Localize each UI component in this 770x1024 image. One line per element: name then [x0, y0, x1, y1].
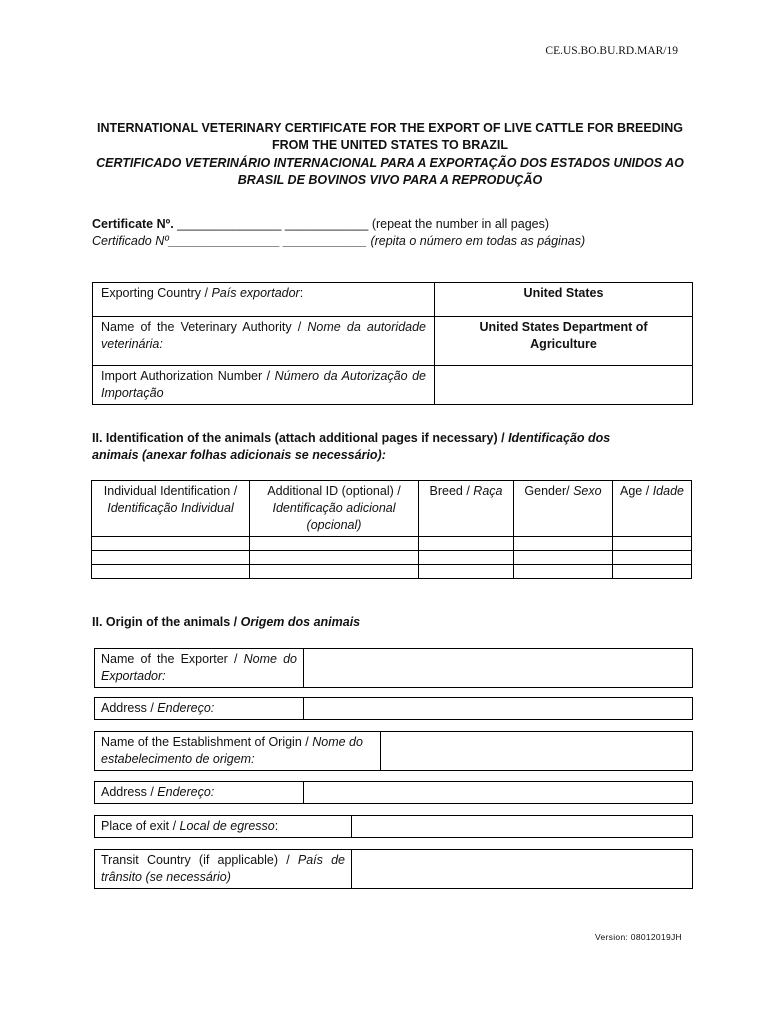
- cell-breed[interactable]: [419, 564, 514, 578]
- table-row: [92, 550, 692, 564]
- identification-heading: II. Identification of the animals (attach additional pages if necessary) / Identificação dos animais (anexar folhas adicionais se necessário):: [92, 431, 611, 463]
- cell-additional-id[interactable]: [250, 564, 419, 578]
- import-authorization-row: [93, 366, 693, 405]
- establishment-address-field[interactable]: [304, 782, 693, 804]
- certificate-number-pt: [92, 233, 585, 250]
- establishment-address-label: Address / Endereço:: [95, 782, 304, 804]
- title-english: INTERNATIONAL VETERINARY CERTIFICATE FOR THE EXPORT OF LIVE CATTLE FOR BREEDING FROM THE UNITED STATES TO BRAZIL: [97, 121, 683, 153]
- cell-individual-id[interactable]: [92, 536, 250, 550]
- exporter-name-box: [94, 648, 693, 688]
- cell-age[interactable]: [613, 536, 692, 550]
- origin-heading: II. Origin of the animals / Origem dos animais: [92, 615, 361, 629]
- cell-additional-id[interactable]: [250, 536, 419, 550]
- identification-header-row: [92, 481, 692, 537]
- import-authorization-value[interactable]: [435, 366, 693, 405]
- import-authorization-label: Import Authorization Number / Número da Autorização de Importação: [93, 366, 435, 405]
- veterinary-authority-row: [93, 317, 693, 366]
- certificado-numero-label: Certificado Nº: [92, 234, 169, 249]
- general-info-table: [92, 282, 693, 405]
- certificado-numero-blank[interactable]: ________________ ____________: [168, 234, 367, 249]
- cell-additional-id[interactable]: [250, 550, 419, 564]
- transit-country-field[interactable]: [352, 850, 693, 889]
- document-title: [90, 120, 690, 189]
- version-label: Version: 08012019JH: [595, 932, 682, 942]
- certificate-number-block: [92, 216, 585, 251]
- cell-gender[interactable]: [514, 564, 613, 578]
- transit-country-label: Transit Country (if applicable) / País de trânsito (se necessário): [95, 850, 352, 889]
- veterinary-authority-label: Name of the Veterinary Authority / Nome da autoridade veterinária:: [93, 317, 435, 366]
- cell-age[interactable]: [613, 550, 692, 564]
- exporting-country-row: [93, 283, 693, 317]
- cell-gender[interactable]: [514, 536, 613, 550]
- certificate-number-hint: (repeat the number in all pages): [371, 217, 550, 231]
- animal-identification-table: [91, 480, 692, 579]
- cell-age[interactable]: [613, 564, 692, 578]
- cell-individual-id[interactable]: [92, 564, 250, 578]
- place-of-exit-label: Place of exit / Local de egresso:: [95, 816, 352, 838]
- exporter-name-field[interactable]: [304, 649, 693, 688]
- place-of-exit-field[interactable]: [352, 816, 693, 838]
- place-of-exit-box: [94, 815, 693, 838]
- exporter-name-label: Name of the Exporter / Nome do Exportador:: [95, 649, 304, 688]
- certificate-number-en: [92, 216, 585, 233]
- certificado-numero-hint: (repita o número em todas as páginas): [370, 234, 586, 249]
- exporter-address-label: Address / Endereço:: [95, 698, 304, 720]
- title-portuguese: CERTIFICADO VETERINÁRIO INTERNACIONAL PARA A EXPORTAÇÃO DOS ESTADOS UNIDOS AO BRASIL DE BOVINOS VIVO PARA A REPRODUÇÃO: [96, 155, 684, 187]
- certificate-number-label: Certificate Nº.: [92, 217, 174, 231]
- col-additional-id: Additional ID (optional) / Identificação adicional (opcional): [250, 481, 419, 537]
- exporter-address-field[interactable]: [304, 698, 693, 720]
- table-row: [92, 564, 692, 578]
- establishment-address-box: [94, 781, 693, 804]
- exporting-country-value[interactable]: United States: [435, 283, 693, 317]
- exporter-address-box: [94, 697, 693, 720]
- cell-gender[interactable]: [514, 550, 613, 564]
- col-breed: Breed / Raça: [419, 481, 514, 537]
- transit-country-box: [94, 849, 693, 889]
- cell-individual-id[interactable]: [92, 550, 250, 564]
- exporting-country-label: Exporting Country / País exportador:: [93, 283, 435, 317]
- reference-code: CE.US.BO.BU.RD.MAR/19: [545, 45, 678, 57]
- certificate-number-blank[interactable]: _______________ ____________: [177, 217, 369, 231]
- cell-breed[interactable]: [419, 536, 514, 550]
- table-row: [92, 536, 692, 550]
- cell-breed[interactable]: [419, 550, 514, 564]
- col-age: Age / Idade: [613, 481, 692, 537]
- veterinary-authority-value[interactable]: United States Department of Agriculture: [435, 317, 693, 366]
- establishment-name-box: [94, 731, 693, 771]
- col-gender: Gender/ Sexo: [514, 481, 613, 537]
- establishment-name-label: Name of the Establishment of Origin / Nome do estabelecimento de origem:: [95, 732, 381, 771]
- col-individual-id: Individual Identification / Identificação Individual: [92, 481, 250, 537]
- establishment-name-field[interactable]: [381, 732, 693, 771]
